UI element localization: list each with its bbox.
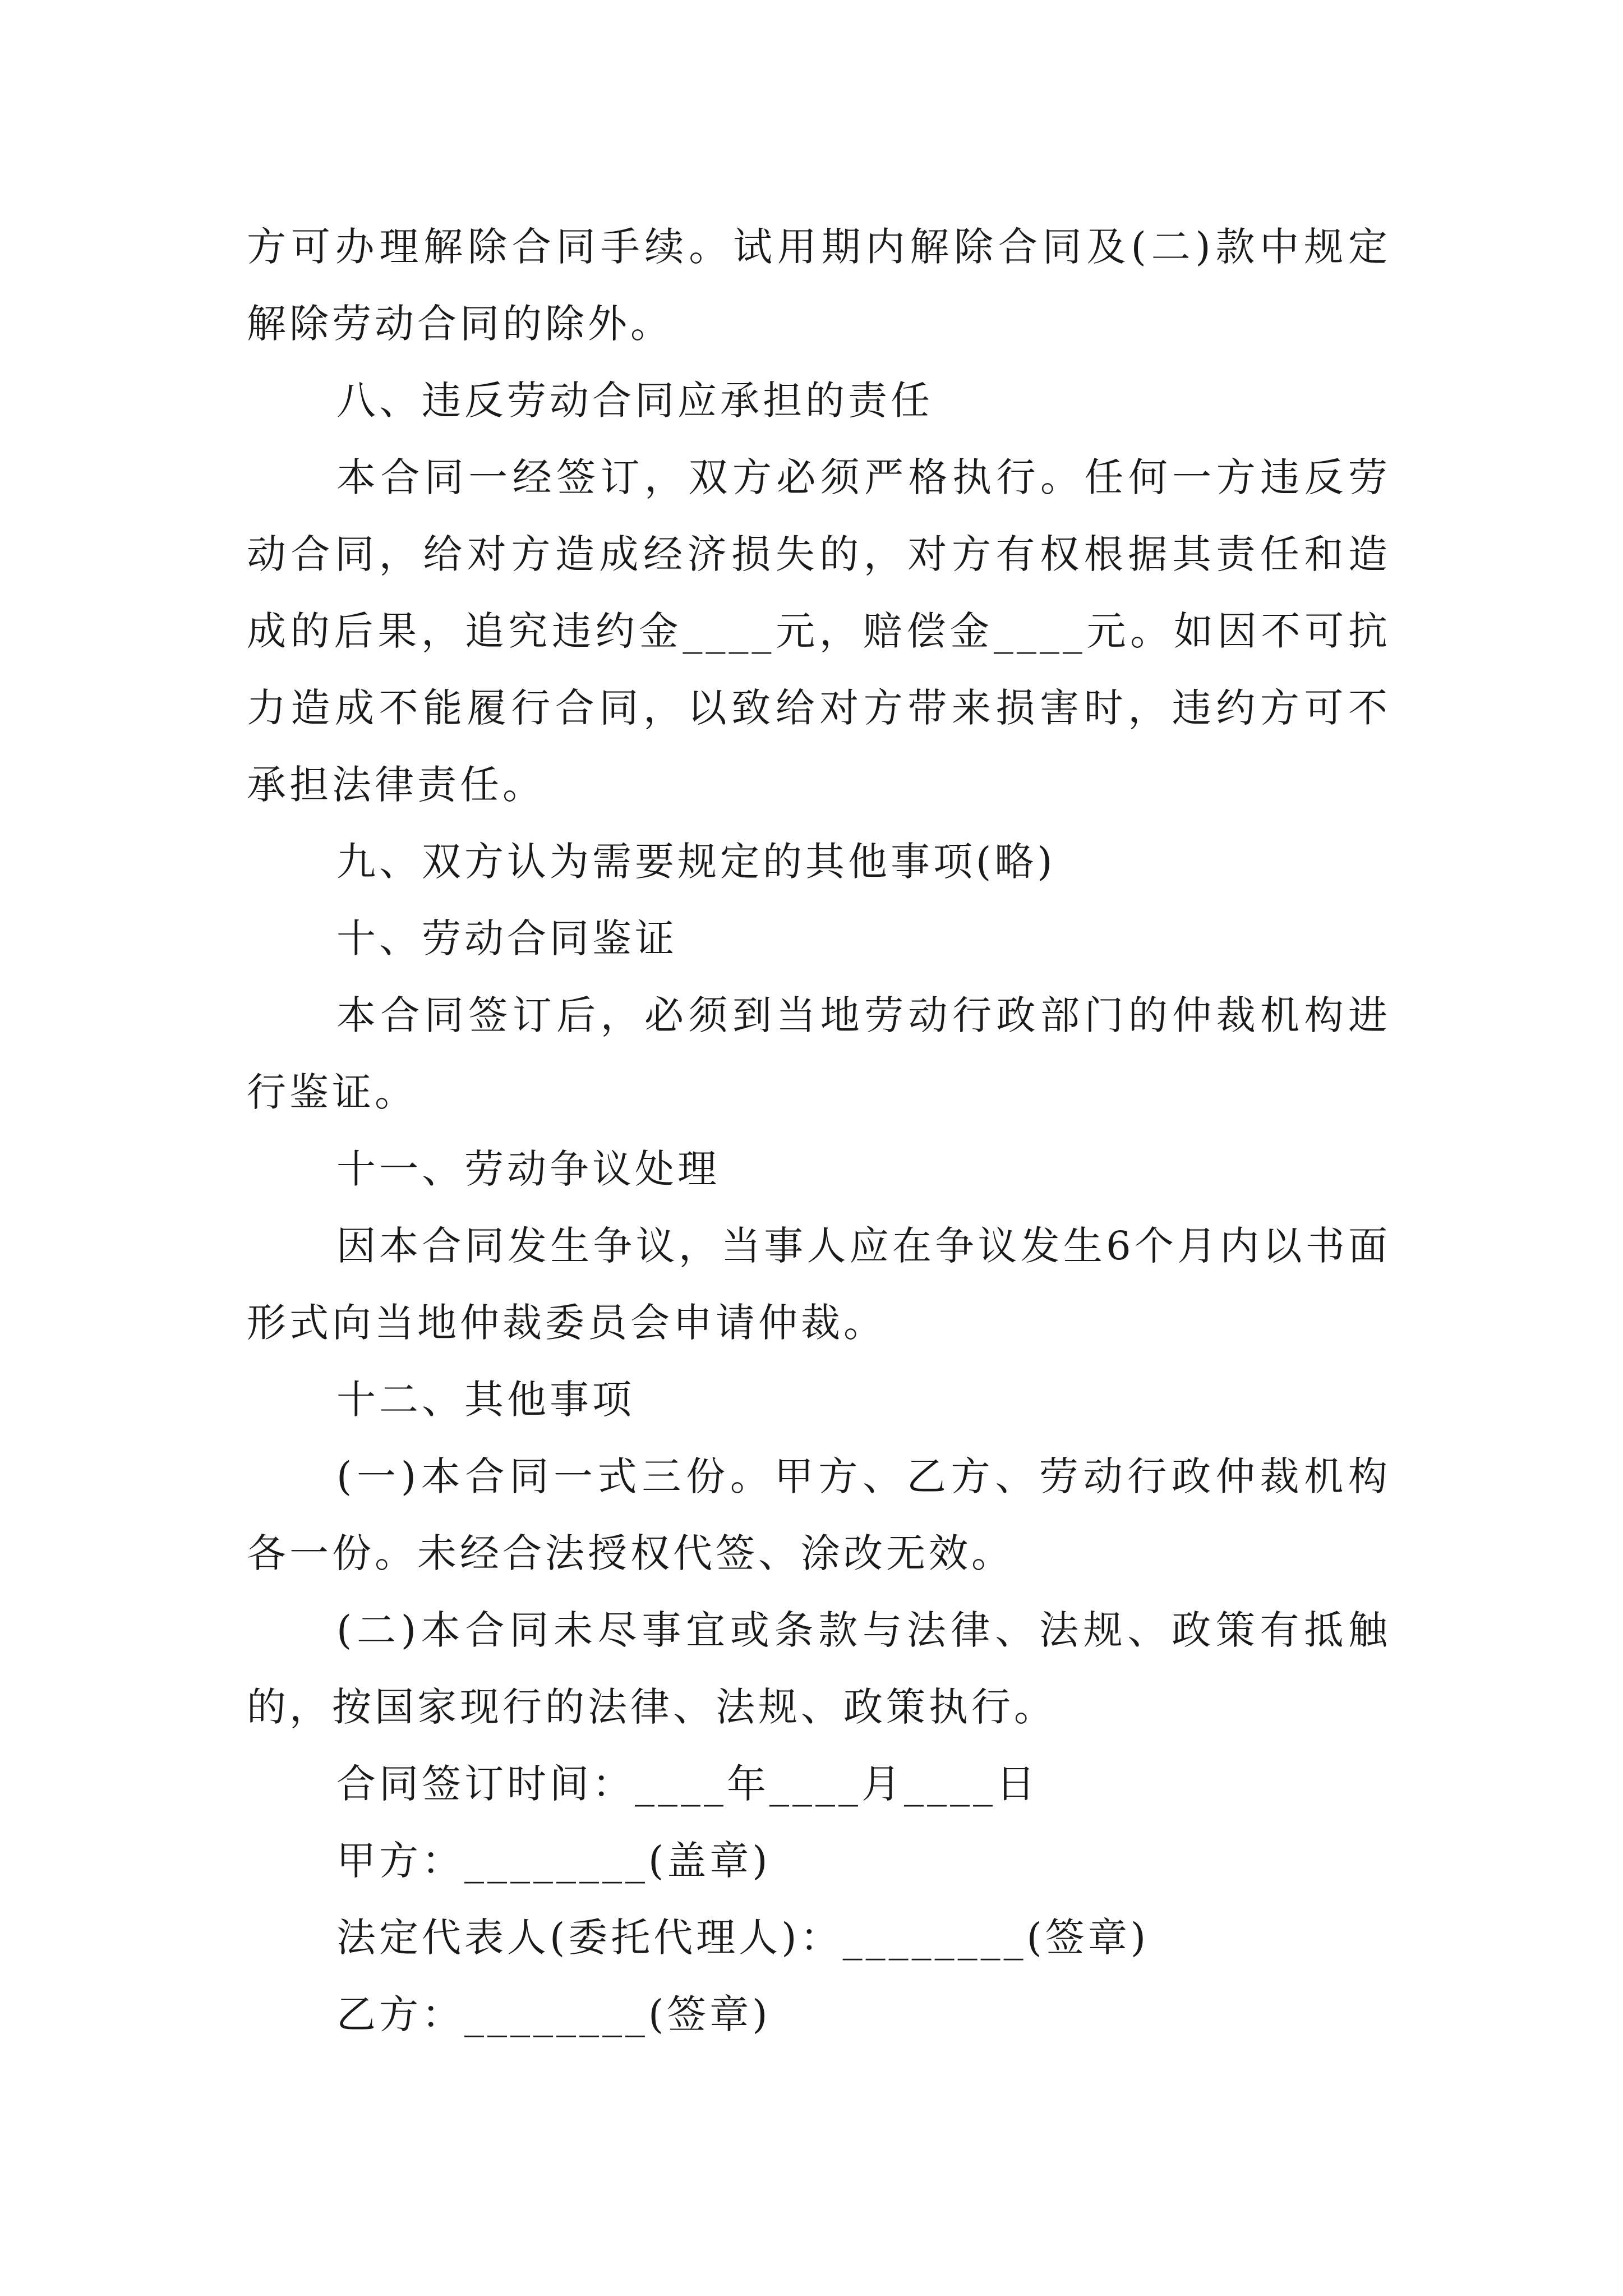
legal-representative-line: 法定代表人(委托代理人)：________(签章) xyxy=(336,1915,1150,1961)
section-heading-dispute-handling: 十一、劳动争议处理 xyxy=(336,1146,720,1192)
paragraph-breach-liability: 本合同一经签订，双方必须严格执行。任何一方违反劳动合同，给对方造成经济损失的，对方有权根据其责任和造成的后果，追究违约金____元，赔偿金____元。如因不可抗力造成不能履行合同，以致给对方带来损害时，违约方可不承担法律责任。 xyxy=(247,454,1391,808)
paragraph-copies: (一)本合同一式三份。甲方、乙方、劳动行政仲裁机构各一份。未经合法授权代签、涂改无效。 xyxy=(247,1453,1391,1576)
paragraph-contract-verification: 本合同签订后，必须到当地劳动行政部门的仲裁机构进行鉴证。 xyxy=(247,992,1391,1115)
paragraph-continuation: 方可办理解除合同手续。试用期内解除合同及(二)款中规定解除劳动合同的除外。 xyxy=(247,224,1391,347)
section-heading-contract-verification: 十、劳动合同鉴证 xyxy=(336,915,677,961)
party-a-line: 甲方：________(盖章) xyxy=(336,1838,771,1884)
party-b-line: 乙方：________(签章) xyxy=(336,1991,771,2037)
section-heading-other-items: 十二、其他事项 xyxy=(336,1377,635,1423)
section-heading-other-matters-agreed: 九、双方认为需要规定的其他事项(略) xyxy=(336,839,1056,885)
paragraph-dispute-handling: 因本合同发生争议，当事人应在争议发生6个月内以书面形式向当地仲裁委员会申请仲裁。 xyxy=(247,1223,1391,1346)
paragraph-unresolved-matters: (二)本合同未尽事宜或条款与法律、法规、政策有抵触的，按国家现行的法律、法规、政策执行。 xyxy=(247,1607,1391,1730)
section-heading-breach-liability: 八、违反劳动合同应承担的责任 xyxy=(336,378,933,424)
signing-date-line: 合同签订时间：____年____月____日 xyxy=(336,1761,1039,1807)
document-body xyxy=(247,209,1391,2053)
